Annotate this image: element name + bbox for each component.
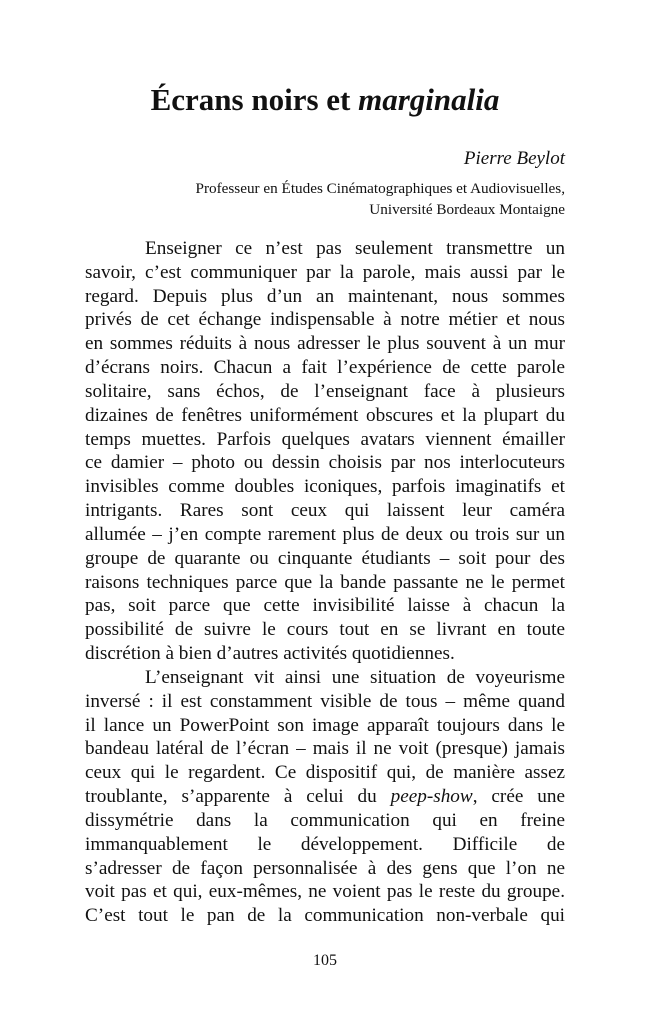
text-line: L’enseignant vit ainsi une situation de voyeurisme xyxy=(145,666,565,688)
text-line: inversé : il est constamment visible de tous – même quand xyxy=(85,690,565,712)
text-line: en sommes réduits à nous adresser le plus souvent à un mur xyxy=(85,333,565,355)
title-italic: marginalia xyxy=(358,82,500,117)
text-line xyxy=(85,785,565,809)
title-main: Écrans noirs et xyxy=(150,82,359,117)
text-line: regard. Depuis plus d’un an maintenant, nous sommes xyxy=(85,285,565,307)
text-line: s’adresser de façon personnalisée à des gens que l’on ne xyxy=(85,857,565,879)
paragraph xyxy=(85,237,565,666)
text-line: ceux qui le regardent. Ce dispositif qui, de manière assez xyxy=(85,762,565,784)
text-line: ce damier – photo ou dessin choisis par nos interlocuteurs xyxy=(85,452,565,474)
text-line: savoir, c’est communiquer par la parole, mais aussi par le xyxy=(85,261,565,283)
text-line: intrigants. Rares sont ceux qui laissent leur caméra xyxy=(85,500,565,522)
body-text xyxy=(85,237,565,928)
text-segment: , crée une xyxy=(472,786,565,808)
text-line: solitaire, sans échos, de l’enseignant face à plusieurs xyxy=(85,380,565,402)
article-title xyxy=(0,80,650,120)
text-line: groupe de quarante ou cinquante étudiants – soit pour des xyxy=(85,547,565,569)
text-line: raisons techniques parce que la bande passante ne le permet xyxy=(85,571,565,593)
text-line: Enseigner ce n’est pas seulement transmettre un xyxy=(145,238,565,259)
text-line: possibilité de suivre le cours tout en se livrant en toute xyxy=(85,619,565,641)
text-line: d’écrans noirs. Chacun a fait l’expérience de cette parole xyxy=(85,357,565,379)
text-line: allumée – j’en compte rarement plus de deux ou trois sur un xyxy=(85,523,565,545)
text-line: discrétion à bien d’autres activités quotidiennes. xyxy=(85,643,455,665)
author-affiliation xyxy=(196,178,566,220)
text-line: C’est tout le pan de la communication non-verbale qui xyxy=(85,905,565,927)
text-line: pas, soit parce que cette invisibilité laisse à chacun la xyxy=(85,595,565,617)
text-line: privés de cet échange indispensable à notre métier et nous xyxy=(85,309,565,331)
text-line: il lance un PowerPoint son image apparaît toujours dans le xyxy=(85,714,565,736)
affiliation-line: Université Bordeaux Montaigne xyxy=(369,201,565,218)
text-line: dissymétrie dans la communication qui en freine xyxy=(85,809,565,831)
text-line: temps muettes. Parfois quelques avatars viennent émailler xyxy=(85,428,565,450)
text-line: bandeau latéral de l’écran – mais il ne voit (presque) jamais xyxy=(85,738,565,760)
text-segment: troublante, s’apparente à celui du xyxy=(85,786,391,808)
text-line: immanquablement le développement. Difficile de xyxy=(85,833,565,855)
italic-term: peep-show xyxy=(390,786,473,808)
text-line: dizaines de fenêtres uniformément obscures et la plupart du xyxy=(85,404,565,426)
text-line: voit pas et qui, eux-mêmes, ne voient pas le reste du groupe. xyxy=(85,881,565,903)
paragraph xyxy=(85,666,565,928)
page-number: 105 xyxy=(313,952,337,969)
author-name: Pierre Beylot xyxy=(463,148,565,169)
text-line: invisibles comme doubles iconiques, parfois imaginatifs et xyxy=(85,476,565,498)
affiliation-line: Professeur en Études Cinématographiques et Audiovisuelles, xyxy=(195,180,565,197)
